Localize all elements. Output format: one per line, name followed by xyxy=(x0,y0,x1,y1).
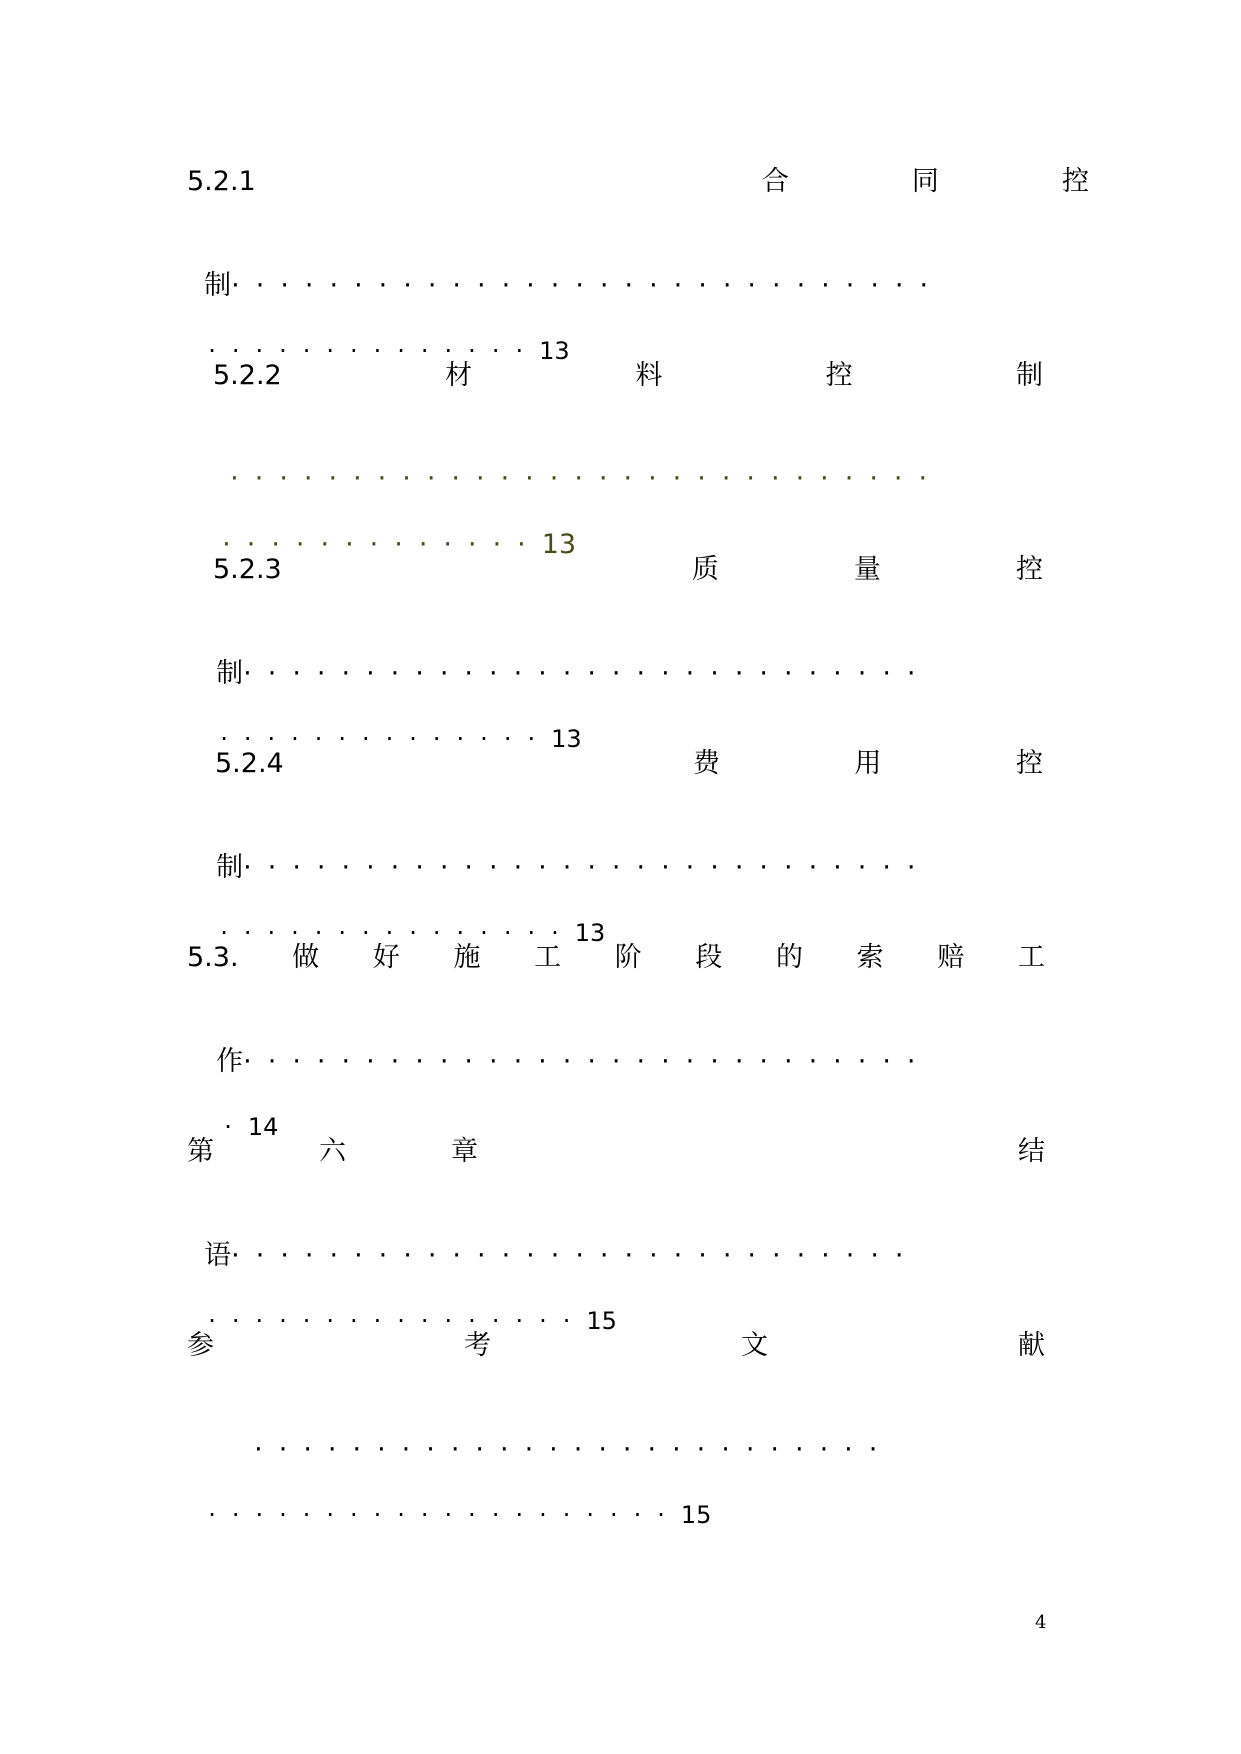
toc-entry-word: 控 xyxy=(1015,554,1043,585)
toc-entry-tail-char: 作 xyxy=(216,1046,244,1077)
toc-entry-word: 费 xyxy=(692,748,720,779)
toc-dot-leader: ··············· xyxy=(220,919,575,947)
toc-entry-tail-char: 制 xyxy=(216,852,244,883)
toc-entry-number: 5.2.3 xyxy=(213,554,282,585)
toc-entry-leader xyxy=(199,614,932,689)
toc-page-ref: 13 xyxy=(574,919,606,947)
toc-entry-word: 料 xyxy=(635,360,663,391)
toc-entry-heading xyxy=(213,356,1043,396)
toc-entry-heading xyxy=(215,744,1043,784)
toc-page-ref: 13 xyxy=(541,529,577,560)
toc-entry-heading xyxy=(187,162,1089,202)
toc-entry-page-line xyxy=(205,679,582,753)
toc-dot-leader: ···························· xyxy=(231,1240,920,1271)
toc-dot-leader: ···················· xyxy=(208,1501,681,1529)
toc-entry-leader xyxy=(237,1390,894,1465)
toc-entry-word: 参 xyxy=(187,1330,214,1361)
toc-entry-word: 质 xyxy=(691,554,719,585)
toc-dot-leader: ···························· xyxy=(243,1046,932,1077)
toc-entry-word: 六 xyxy=(319,1136,346,1167)
toc-page-ref: 14 xyxy=(247,1113,279,1141)
toc-entry-page-line xyxy=(193,1261,617,1335)
toc-entry-word: 章 xyxy=(451,1136,478,1167)
toc-dot-leader: ····························· xyxy=(230,463,944,494)
toc-entry-word: 做 xyxy=(292,942,320,973)
toc-entry-word: 控 xyxy=(825,360,853,391)
toc-entry-number: 5.2.2 xyxy=(213,360,282,391)
toc-page-ref: 15 xyxy=(586,1307,617,1335)
toc-entry-word: 第 xyxy=(187,1136,214,1167)
toc-entry-page-line xyxy=(193,291,570,365)
toc-entry-heading xyxy=(187,1326,1045,1366)
toc-dot-leader: ·························· xyxy=(254,1434,894,1465)
toc-entry-word: 段 xyxy=(695,942,723,973)
toc-entry-word: 用 xyxy=(854,748,882,779)
toc-dot-leader: ···························· xyxy=(243,658,932,689)
toc-entry-word: 制 xyxy=(1015,360,1043,391)
toc-entry-word: 结 xyxy=(1018,1136,1045,1167)
toc-entry-word: 工 xyxy=(1017,942,1045,973)
toc-entry-word: 材 xyxy=(445,360,473,391)
toc-entry-tail-char: 制 xyxy=(216,658,244,689)
toc-entry-page-line xyxy=(205,873,606,947)
toc-entry-leader xyxy=(199,1002,932,1077)
toc-entry-number: 5.3. xyxy=(187,942,239,973)
toc-dot-leader: ················ xyxy=(208,1307,587,1335)
toc-entry-word: 控 xyxy=(1061,166,1089,197)
toc-entry-number: 5.2.4 xyxy=(215,748,284,779)
toc-entry-word: 同 xyxy=(911,166,939,197)
toc-entry-heading xyxy=(187,1132,1045,1172)
toc-entry-page-line xyxy=(193,1455,712,1529)
toc-entry-word: 赔 xyxy=(937,942,965,973)
toc-entry-page-line xyxy=(209,1067,279,1141)
toc-entry-word: 的 xyxy=(776,942,804,973)
toc-entry-word: 阶 xyxy=(614,942,642,973)
toc-dot-leader: · xyxy=(224,1113,248,1141)
toc-entry-heading xyxy=(213,550,1043,590)
toc-entry-tail-char: 语 xyxy=(204,1240,232,1271)
toc-entry-word: 索 xyxy=(856,942,884,973)
toc-entry-word: 文 xyxy=(741,1330,768,1361)
toc-entry-heading xyxy=(187,938,1045,978)
toc-entry-word: 工 xyxy=(534,942,562,973)
toc-entry-tail-char: 制 xyxy=(204,270,232,301)
toc-entry-word: 量 xyxy=(853,554,881,585)
page-number: 4 xyxy=(1035,1612,1047,1633)
toc-entry-word: 献 xyxy=(1018,1330,1045,1361)
toc-page-ref: 15 xyxy=(680,1501,712,1529)
toc-entry-leader xyxy=(213,419,944,494)
toc-page-ref: 13 xyxy=(551,725,582,753)
toc-entry-leader xyxy=(187,1196,920,1271)
toc-entry-word: 合 xyxy=(761,166,789,197)
toc-entry-word: 好 xyxy=(372,942,400,973)
toc-entry-word: 考 xyxy=(464,1330,491,1361)
toc-entry-leader xyxy=(187,226,945,301)
toc-entry-leader xyxy=(199,808,932,883)
toc-page-ref: 13 xyxy=(539,337,570,365)
toc-dot-leader: ············· xyxy=(222,529,542,560)
toc-entry-word: 控 xyxy=(1015,748,1043,779)
toc-dot-leader: ·············· xyxy=(220,725,552,753)
toc-entry-number: 5.2.1 xyxy=(187,166,256,197)
toc-dot-leader: ·············· xyxy=(208,337,540,365)
toc-dot-leader: ···························· xyxy=(243,852,932,883)
toc-entry-page-line xyxy=(205,485,577,560)
toc-dot-leader: ····························· xyxy=(231,270,945,301)
toc-entry-word: 施 xyxy=(453,942,481,973)
